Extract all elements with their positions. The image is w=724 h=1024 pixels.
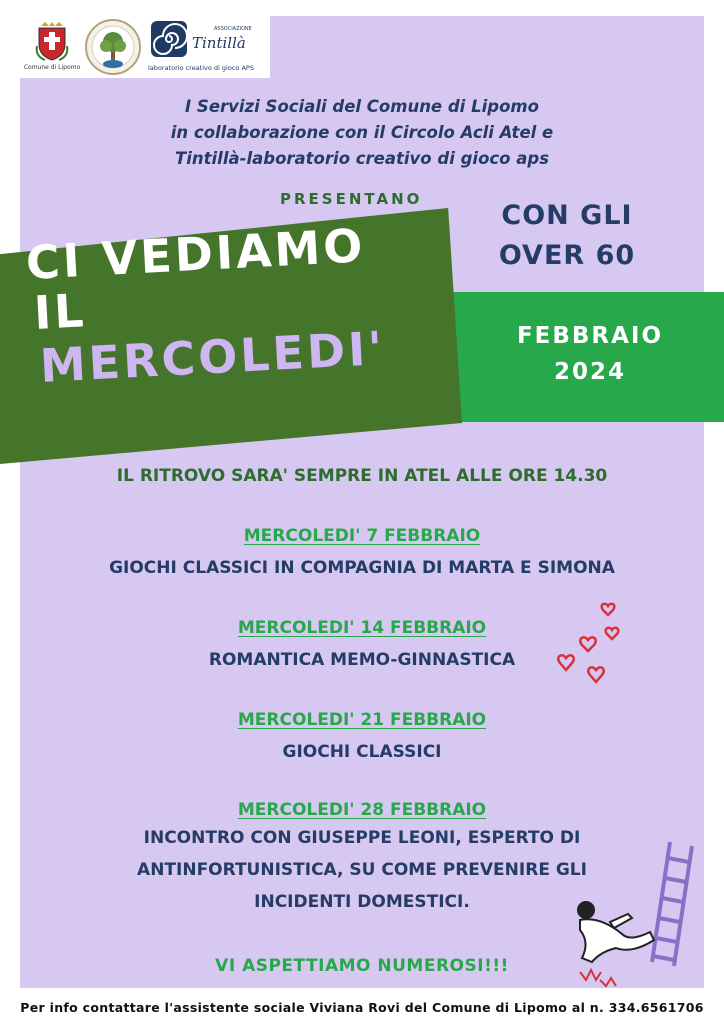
event-date: MERCOLEDI' 28 FEBBRAIO [237, 800, 487, 820]
presentano-label: PRESENTANO [280, 190, 423, 208]
comune-logo [22, 18, 82, 78]
heart-icon [588, 667, 603, 682]
meeting-point: IL RITROVO SARA' SEMPRE IN ATEL ALLE ORE 14.30 [116, 466, 608, 486]
heart-icon [580, 637, 595, 651]
event-description: GIOCHI CLASSICI IN COMPAGNIA DI MARTA E SIMONA [109, 558, 615, 578]
audience-line-1: CON GLI [501, 200, 633, 231]
audience-line-2: OVER 60 [498, 240, 636, 271]
event-description: ROMANTICA MEMO-GINNASTICA [208, 650, 516, 670]
event-date: MERCOLEDI' 7 FEBBRAIO [243, 526, 481, 546]
month-label [500, 318, 680, 390]
main-title [24, 218, 446, 394]
hearts-decoration [552, 600, 632, 700]
tintilla-sub: laboratorio creativo di gioco APS [148, 64, 254, 72]
logos-strip [20, 16, 270, 78]
month-line-1: FEBBRAIO [516, 323, 664, 349]
heart-icon [558, 655, 573, 670]
ladder-icon [652, 842, 692, 966]
title-line-2: IL [32, 283, 88, 340]
tintilla-name: Tintillà [192, 34, 246, 52]
event-date: MERCOLEDI' 21 FEBBRAIO [237, 710, 487, 730]
tintilla-spiral-logo [150, 20, 188, 58]
event-description: GIOCHI CLASSICI [282, 742, 442, 762]
month-line-2: 2024 [553, 359, 626, 385]
atel-tree-logo [84, 18, 142, 76]
heart-icon [606, 628, 619, 639]
tintilla-logo [148, 20, 266, 74]
closing-message: VI ASPETTIAMO NUMEROSI!!! [215, 956, 509, 976]
intro-text [0, 94, 724, 172]
intro-line-2: in collaborazione con il Circolo Acli Atel e [170, 123, 554, 142]
heart-icon [602, 604, 615, 615]
event-description: INCONTRO CON GIUSEPPE LEONI, ESPERTO DI ANTINFORTUNISTICA, SU COME PREVENIRE GLI INCIDENTI DOMESTICI. [137, 828, 587, 912]
event-item [0, 710, 724, 768]
tintilla-assoc: ASSOCIAZIONE [214, 26, 252, 32]
title-line-1: CI VEDIAMO [24, 218, 367, 290]
title-line-3: MERCOLEDI' [38, 320, 387, 393]
intro-line-1: I Servizi Sociali del Comune di Lipomo [185, 97, 539, 116]
comune-crest-icon [35, 22, 69, 62]
intro-line-3: Tintillà-laboratorio creativo di gioco aps [174, 149, 550, 168]
comune-caption: Comune di Lipomo [23, 64, 81, 71]
event-date: MERCOLEDI' 14 FEBBRAIO [237, 618, 487, 638]
event-item [0, 526, 724, 584]
audience-label [482, 196, 652, 276]
footer-contact: Per info contattare l'assistente sociale Viviana Rovi del Comune di Lipomo al n. 334.6561706 [20, 1000, 704, 1015]
